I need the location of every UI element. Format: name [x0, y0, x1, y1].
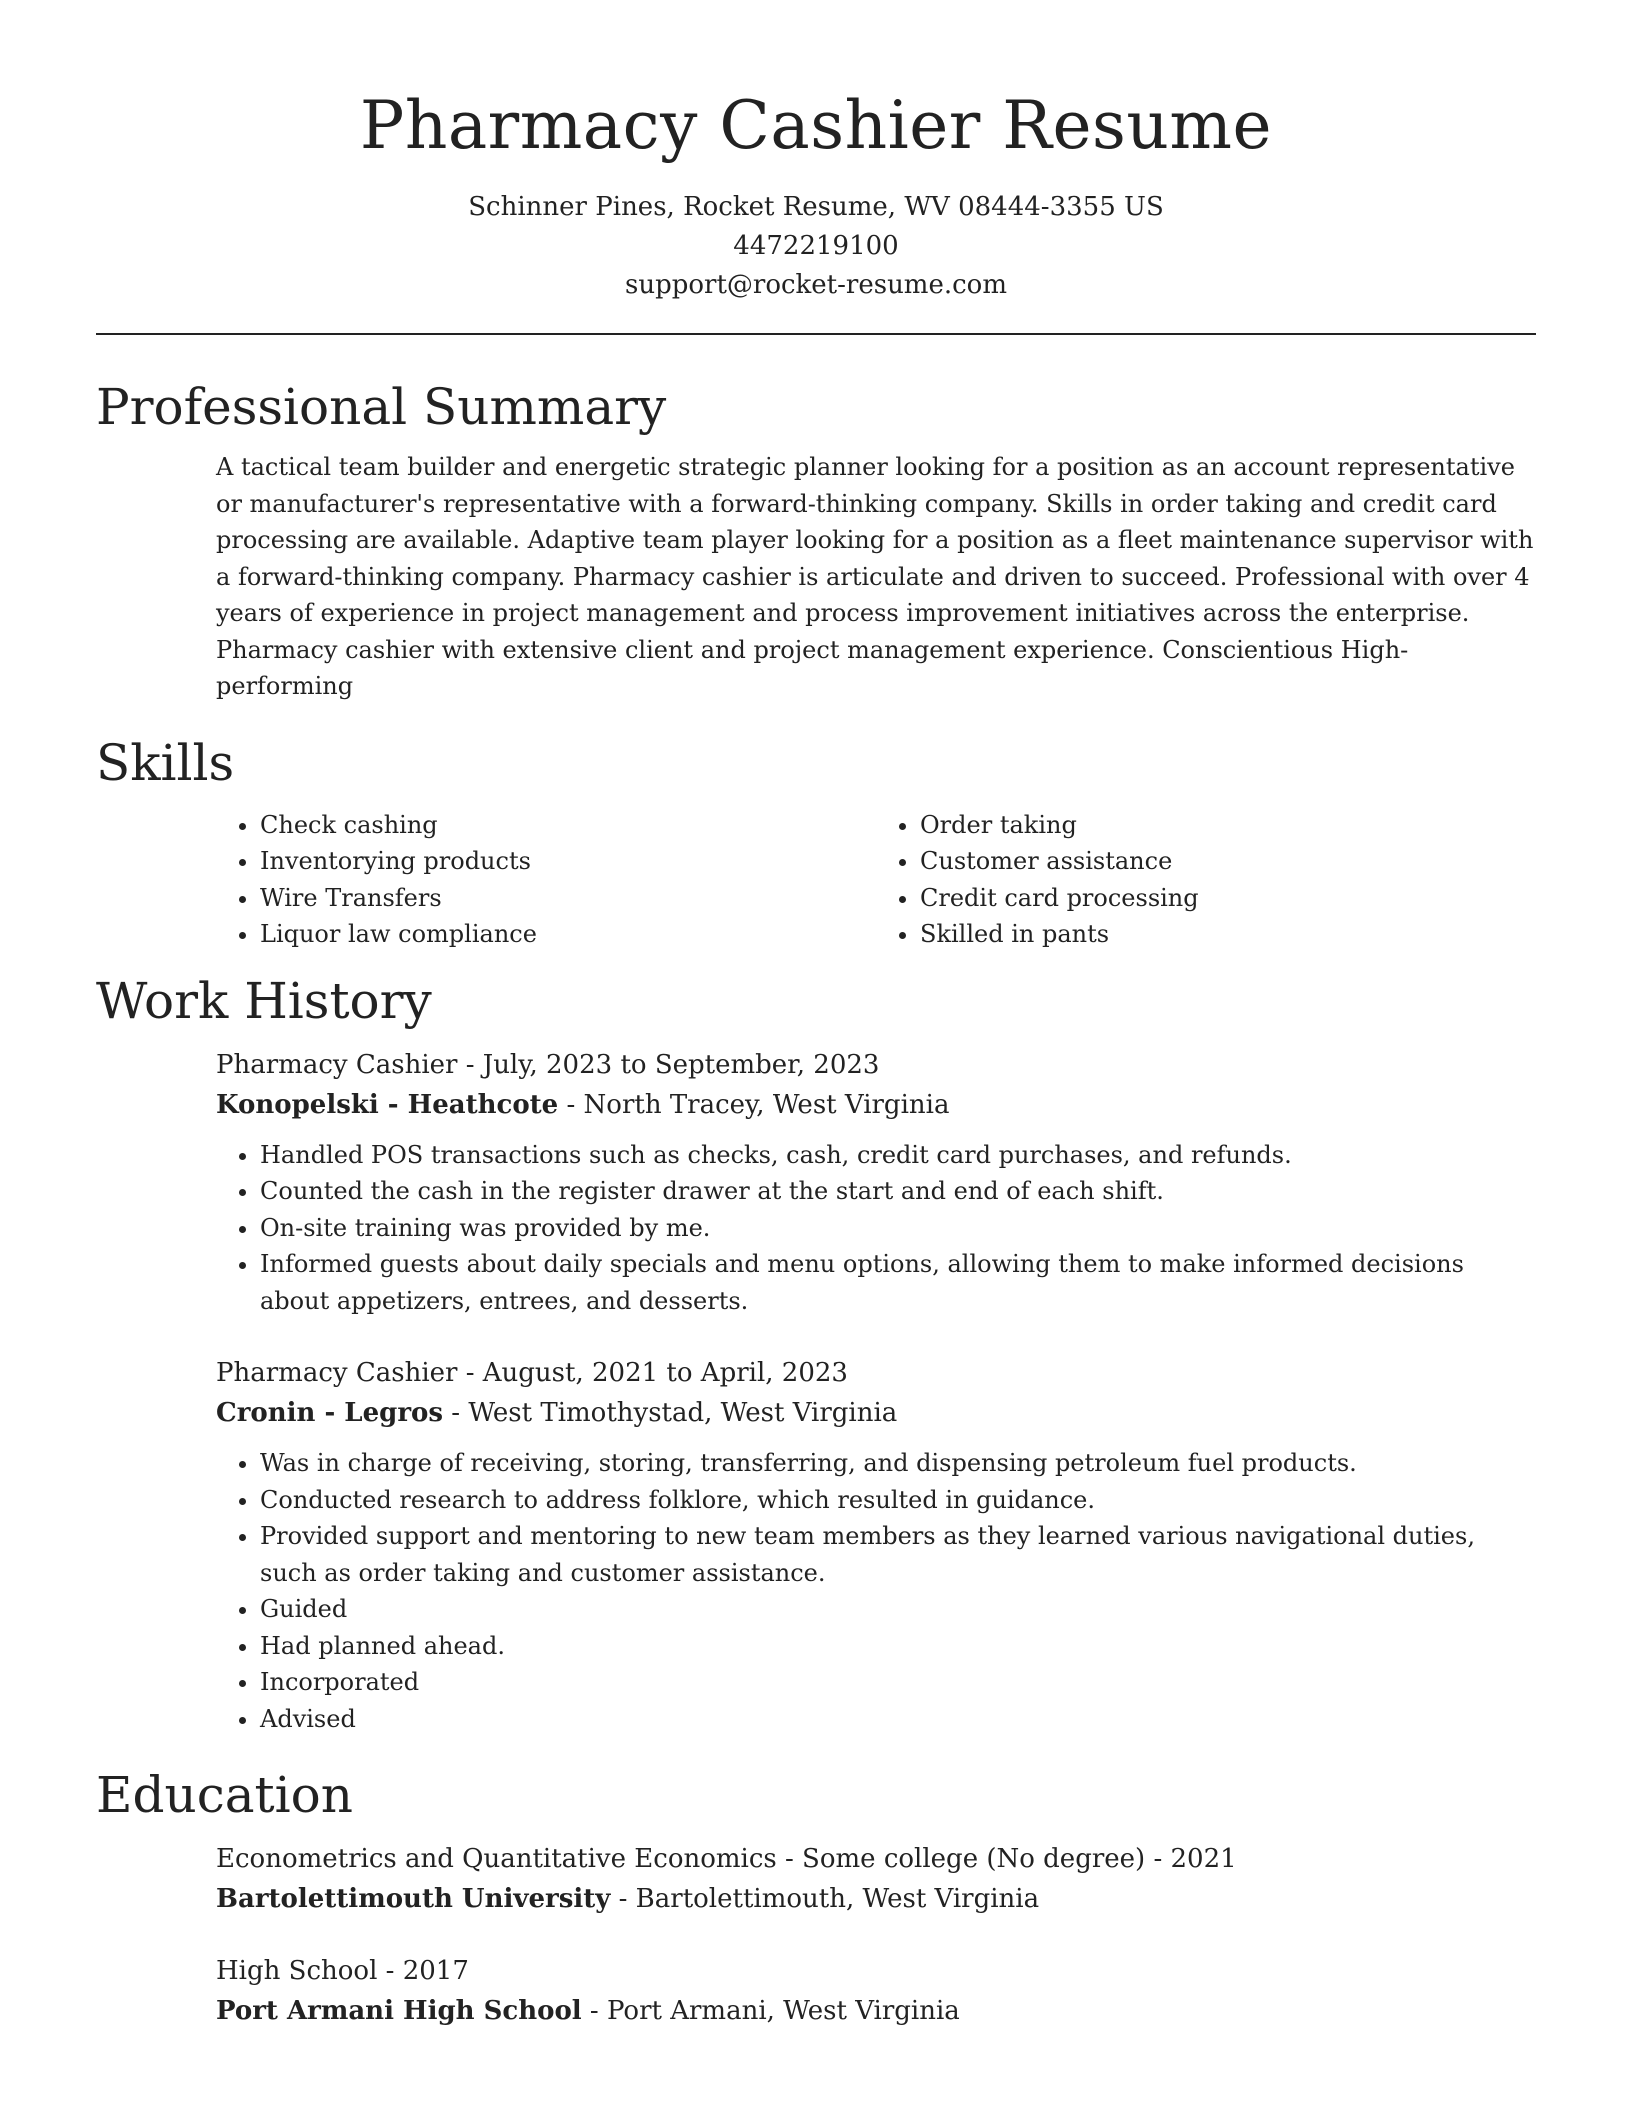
education-location: - Bartolettimouth, West Virginia [610, 1884, 1040, 1914]
job-bullet: • Was in charge of receiving, storing, transferring, and dispensing petroleum fuel products. [260, 1445, 1536, 1482]
skill-item: • Check cashing [260, 807, 876, 844]
job-bullet: • Had planned ahead. [260, 1628, 1536, 1665]
skill-item: • Skilled in pants [920, 916, 1536, 953]
job-company: Cronin - Legros [216, 1398, 443, 1428]
job-dates: - August, 2021 to April, 2023 [457, 1358, 848, 1388]
section-heading-education: Education [96, 1766, 353, 1824]
job-bullet: • Conducted research to address folklore, which resulted in guidance. [260, 1482, 1536, 1519]
job-entry [96, 1045, 1536, 1320]
education-degree: Econometrics and Quantitative Economics - Some college (No degree) [216, 1844, 1146, 1874]
education-entry [96, 1951, 1536, 2031]
work-history-section [96, 969, 1536, 1738]
contact-info [96, 188, 1536, 305]
summary-text: A tactical team builder and energetic strategic planner looking for a position as an account representative or manufacturer's representative with a forward-thinking company. Skills in order taking and credit card processing are available. Adaptive team player looking for a position as a fleet maintenance supervisor with a forward-thinking company. Pharmacy cashier is articulate and driven to succeed. Professional with over 4 years of experience in project management and process improvement initiatives across the enterprise. Pharmacy cashier with extensive client and project management experience. Conscientious High-performing [216, 453, 1534, 700]
education-school-line [216, 1991, 1536, 2031]
job-bullet: • Advised [260, 1701, 1536, 1738]
job-entry [96, 1353, 1536, 1737]
job-bullet: • On-site training was provided by me. [260, 1210, 1536, 1247]
education-degree-line [216, 1839, 1536, 1879]
job-title-line [216, 1353, 1536, 1393]
job-location: - West Timothystad, West Virginia [443, 1398, 898, 1428]
job-bullet: • Guided [260, 1591, 1536, 1628]
skill-item: • Credit card processing [920, 880, 1536, 917]
section-heading-skills: Skills [96, 733, 235, 792]
skills-section [96, 731, 1536, 953]
education-year: - 2017 [377, 1956, 469, 1986]
education-location: - Port Armani, West Virginia [581, 1996, 960, 2026]
education-degree-line [216, 1951, 1536, 1991]
skills-column-right [876, 807, 1536, 953]
job-location: - North Tracey, West Virginia [558, 1089, 950, 1120]
education-year: - 2021 [1145, 1844, 1237, 1874]
skill-item: • Order taking [920, 807, 1536, 844]
education-school-line [216, 1879, 1536, 1919]
skill-item: • Inventorying products [260, 843, 876, 880]
education-entry [96, 1839, 1536, 1919]
skill-item: • Wire Transfers [260, 880, 876, 917]
job-company: Konopelski - Heathcote [216, 1089, 559, 1120]
header-divider [96, 333, 1536, 335]
job-bullet: • Informed guests about daily specials and menu options, allowing them to make informed decisions about appetizers, entrees, and desserts. [260, 1246, 1536, 1319]
job-company-line [216, 1085, 1536, 1125]
professional-summary-section [96, 375, 1536, 705]
job-bullet: • Incorporated [260, 1664, 1536, 1701]
job-bullet: • Provided support and mentoring to new team members as they learned various navigational duties, such as order taking and customer assistance. [260, 1518, 1536, 1591]
phone: 4472219100 [733, 231, 899, 261]
job-title: Pharmacy Cashier [216, 1358, 458, 1388]
job-bullet: • Counted the cash in the register drawer at the start and end of each shift. [260, 1173, 1536, 1210]
skills-column-left [216, 807, 876, 953]
job-title: Pharmacy Cashier [216, 1049, 458, 1080]
skill-item: • Customer assistance [920, 843, 1536, 880]
job-bullets [216, 1445, 1536, 1737]
email: support@rocket-resume.com [624, 270, 1007, 300]
address: Schinner Pines, Rocket Resume, WV 08444-3355 US [468, 192, 1164, 222]
job-dates: - July, 2023 to September, 2023 [457, 1049, 880, 1080]
education-school: Port Armani High School [216, 1996, 582, 2026]
job-company-line [216, 1393, 1536, 1433]
education-section [96, 1763, 1536, 2031]
education-degree: High School [216, 1956, 378, 1986]
skills-list [96, 807, 1536, 953]
resume-title: Pharmacy Cashier Resume [359, 87, 1273, 164]
skill-item: • Liquor law compliance [260, 916, 876, 953]
job-title-line [216, 1045, 1536, 1085]
education-school: Bartolettimouth University [216, 1884, 611, 1914]
section-heading-summary: Professional Summary [96, 378, 667, 436]
job-bullets [216, 1137, 1536, 1320]
job-bullet: • Handled POS transactions such as checks, cash, credit card purchases, and refunds. [260, 1137, 1536, 1174]
resume-header [96, 0, 1536, 305]
section-heading-work: Work History [96, 971, 432, 1030]
